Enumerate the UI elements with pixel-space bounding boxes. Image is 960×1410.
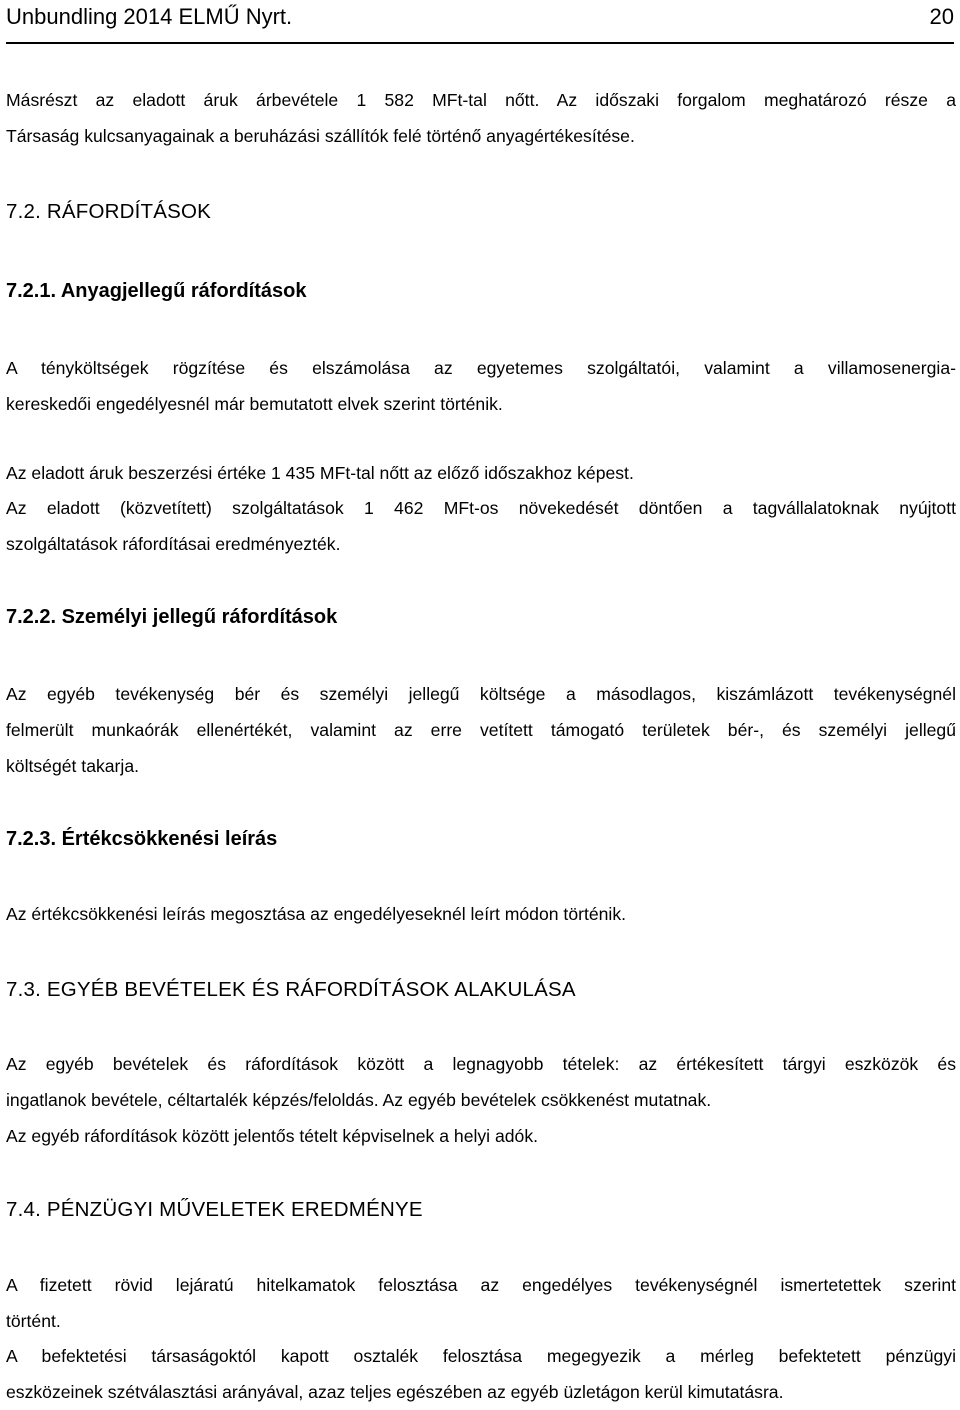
intro-paragraph <box>6 82 956 154</box>
text-line: Az egyéb bevételek és ráfordítások között a legnagyobb tételek: az értékesített tárgyi eszközök és <box>6 1054 956 1074</box>
text-line: Az értékcsökkenési leírás megosztása az engedélyeseknél leírt módon történik. <box>6 904 627 924</box>
text-line: A fizetett rövid lejáratú hitelkamatok felosztása az engedélyes tevékenységnél ismertetettek szerint <box>6 1275 956 1295</box>
section-heading-7-2: 7.2. RÁFORDÍTÁSOK <box>6 200 212 223</box>
text-line: A tényköltségek rögzítése és elszámolása az egyetemes szolgáltatói, valamint a villamosenergia- <box>6 358 956 378</box>
text-line: A befektetési társaságoktól kapott osztalék felosztása megegyezik a mérleg befektetett pénzügyi <box>6 1346 956 1366</box>
text-line: Az egyéb ráfordítások között jelentős tételt képviselnek a helyi adók. <box>6 1126 539 1146</box>
paragraph-7-2-2 <box>6 676 956 784</box>
header-title: Unbundling 2014 ELMŰ Nyrt. <box>6 4 293 29</box>
text-line: Másrészt az eladott áruk árbevétele 1 582 MFt-tal nőtt. Az időszaki forgalom meghatározó része a <box>6 90 956 110</box>
text-line: Az eladott (közvetített) szolgáltatások 1 462 MFt-os növekedését döntően a tagvállalatoknak nyújtott <box>6 498 956 518</box>
text-line: felmerült munkaórák ellenértékét, valamint az erre vetített támogató területek bér-, és személyi jellegű <box>6 720 956 740</box>
paragraph-7-2-3 <box>6 896 956 932</box>
page-header <box>6 2 954 44</box>
text-line: szolgáltatások ráfordításai eredményezték. <box>6 534 341 554</box>
section-heading-7-2-1: 7.2.1. Anyagjellegű ráfordítások <box>6 280 307 302</box>
paragraph-7-3 <box>6 1046 956 1154</box>
page-number: 20 <box>929 4 954 29</box>
text-line: Az egyéb tevékenység bér és személyi jellegű költsége a másodlagos, kiszámlázott tevékenységnél <box>6 684 956 704</box>
text-line: történt. <box>6 1311 61 1331</box>
section-heading-7-4: 7.4. PÉNZÜGYI MŰVELETEK EREDMÉNYE <box>6 1198 423 1221</box>
paragraph-7-2-1-a <box>6 350 956 422</box>
text-line: Az eladott áruk beszerzési értéke 1 435 MFt-tal nőtt az előző időszakhoz képest. <box>6 463 634 483</box>
paragraph-7-2-1-c <box>6 490 956 562</box>
section-heading-7-2-3: 7.2.3. Értékcsökkenési leírás <box>6 828 278 850</box>
text-line: Társaság kulcsanyagainak a beruházási szállítók felé történő anyagértékesítése. <box>6 126 635 146</box>
text-line: költségét takarja. <box>6 756 140 776</box>
paragraph-7-4-a <box>6 1267 956 1339</box>
section-heading-7-2-2: 7.2.2. Személyi jellegű ráfordítások <box>6 606 338 628</box>
section-heading-7-3: 7.3. EGYÉB BEVÉTELEK ÉS RÁFORDÍTÁSOK ALAKULÁSA <box>6 978 576 1001</box>
paragraph-7-2-1-b <box>6 455 956 491</box>
paragraph-7-4-b <box>6 1338 956 1410</box>
text-line: kereskedői engedélyesnél már bemutatott elvek szerint történik. <box>6 394 503 414</box>
text-line: eszközeinek szétválasztási arányával, azaz teljes egészében az egyéb üzletágon kerül kimutatásra. <box>6 1382 784 1402</box>
text-line: ingatlanok bevétele, céltartalék képzés/feloldás. Az egyéb bevételek csökkenést mutatnak. <box>6 1090 712 1110</box>
